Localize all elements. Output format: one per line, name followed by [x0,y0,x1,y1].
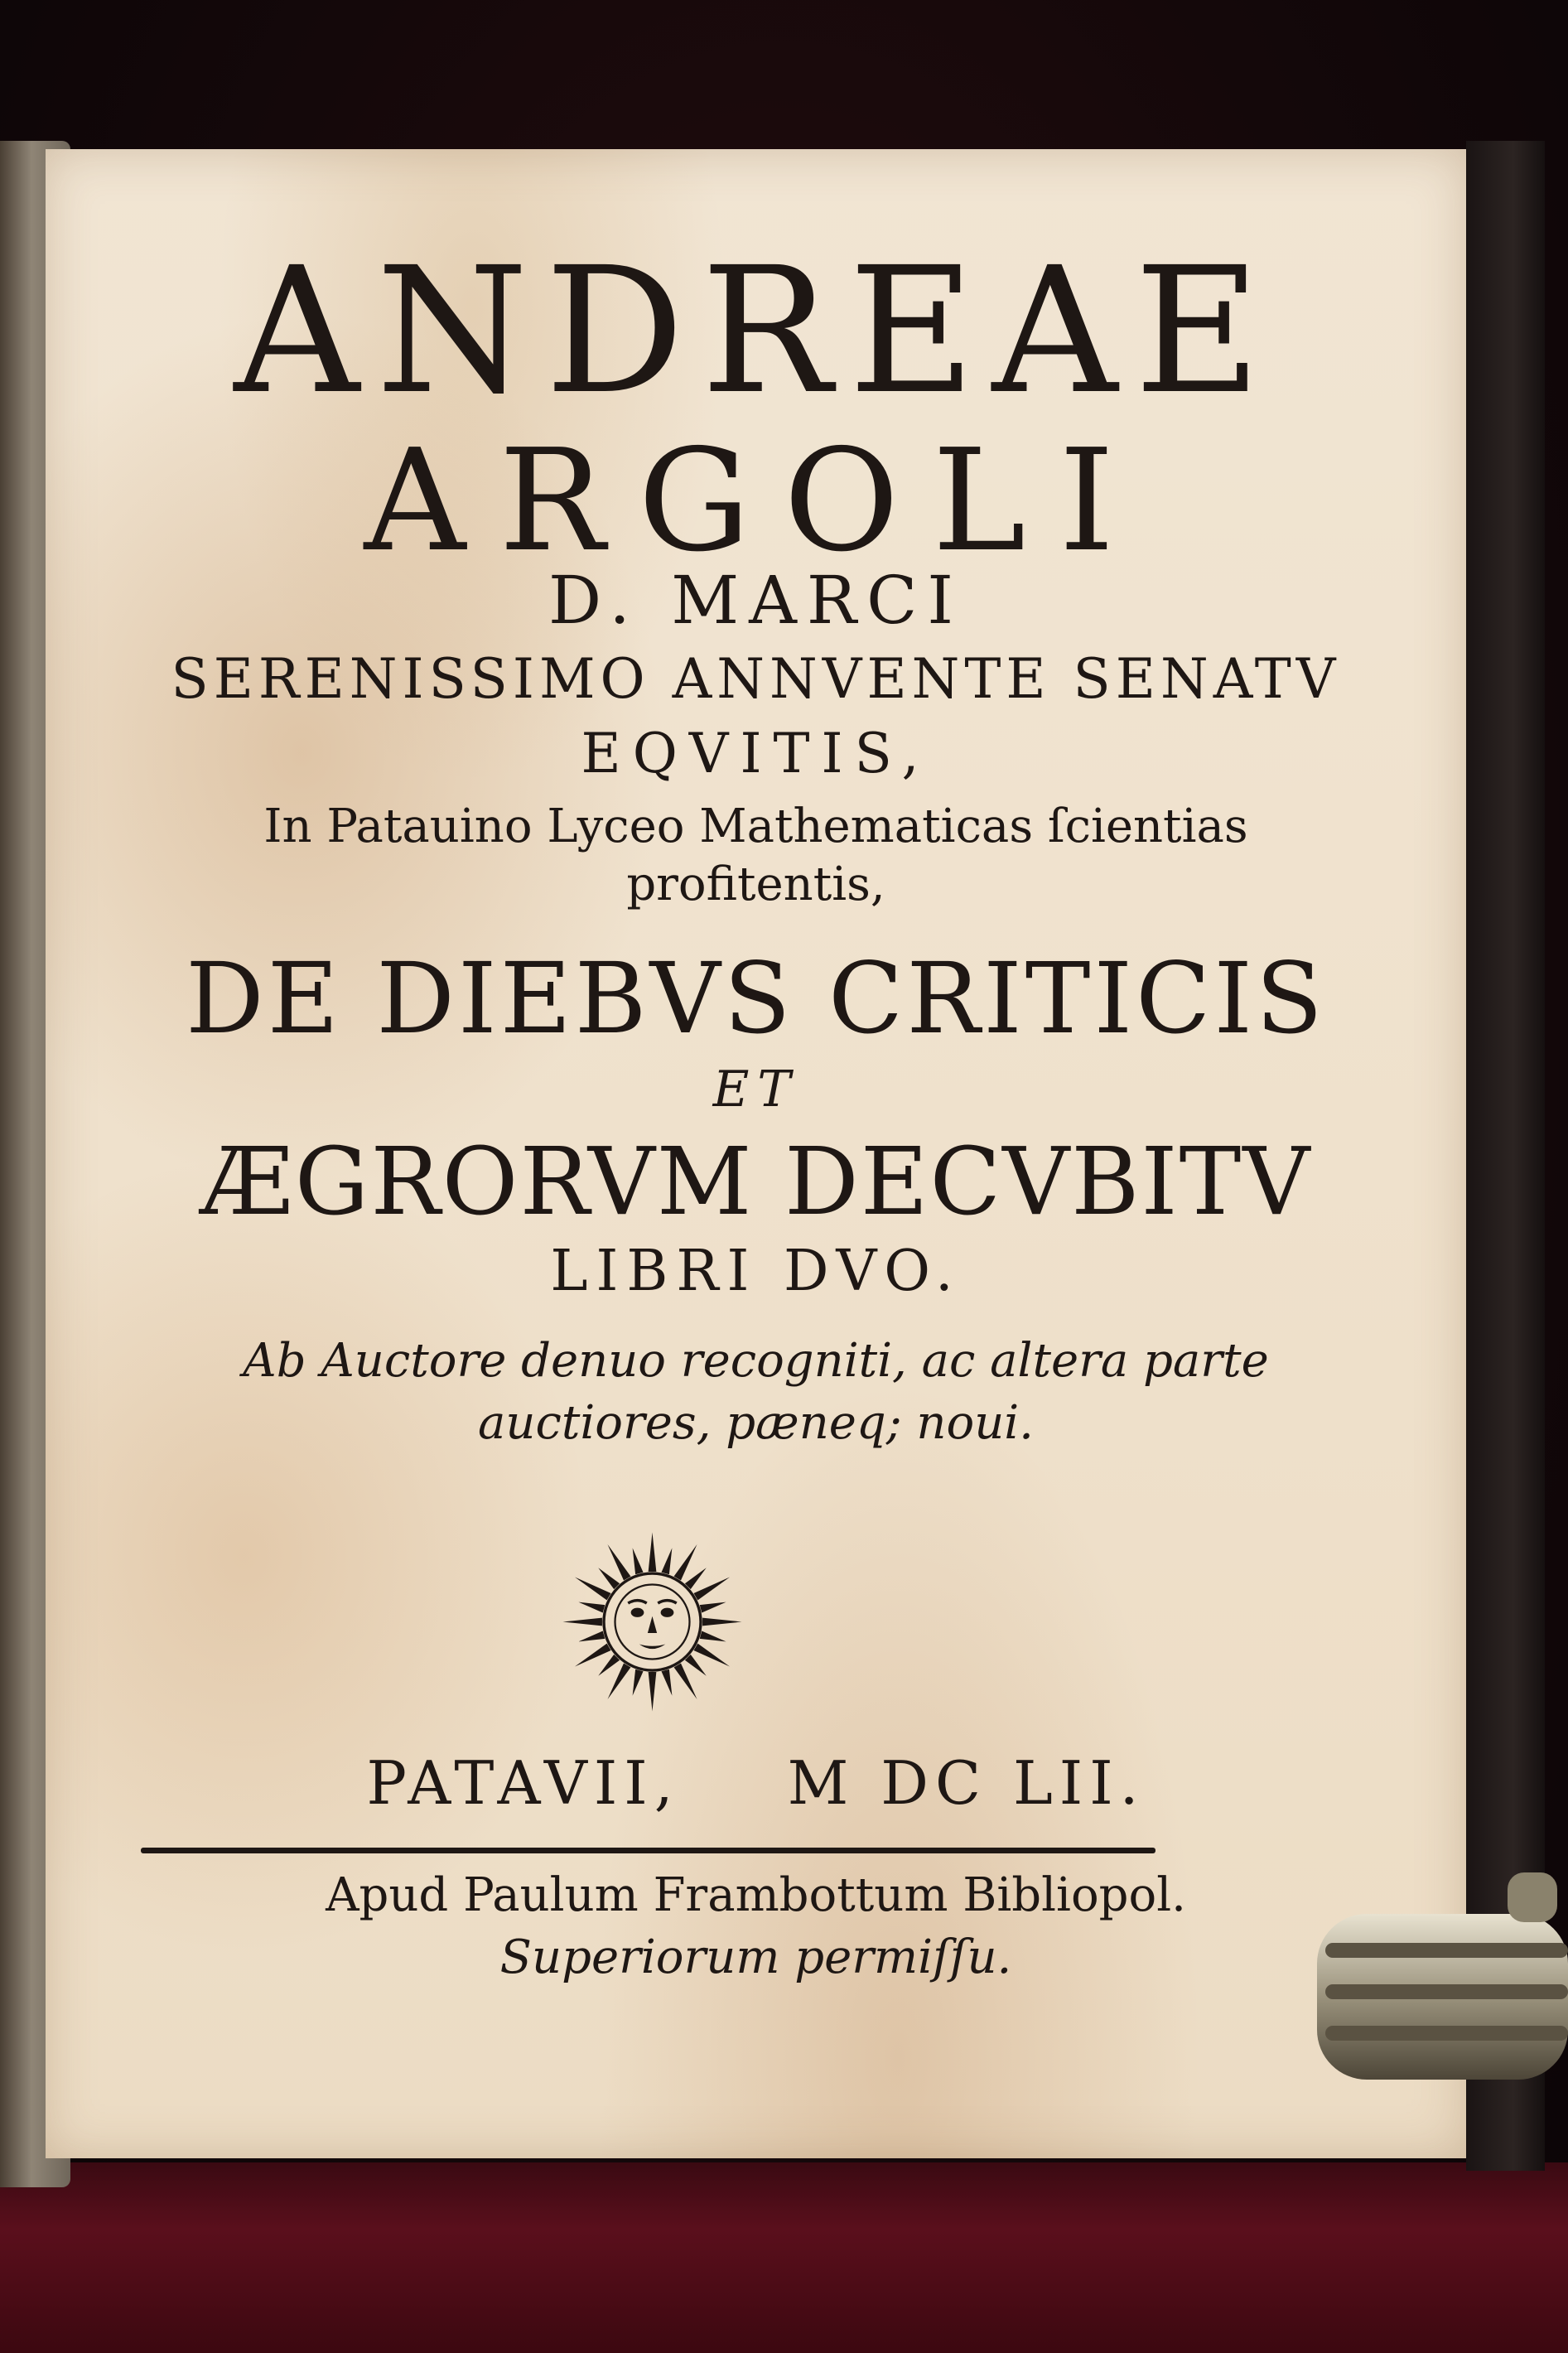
sun-ray [661,1548,672,1574]
title-line-senatu: SERENISSIMO ANNVENTE SENATV [171,647,1341,711]
title-line-marci: D. MARCI [548,562,963,639]
imprint-line [46,1748,1466,1818]
sun-ray [633,1669,644,1696]
imprint-year: M DC LII. [787,1748,1146,1818]
sun-face-icon [559,1529,745,1715]
book-title-second: ÆGRORVM DECVBITV [200,1128,1312,1236]
sun-ray [702,1618,741,1626]
printer-line: Apud Paulum Frambottum Bibliopol. [326,1868,1186,1922]
imprint-place: PATAVII, [366,1748,680,1818]
edition-note-line1: Ab Auctore denuo recogniti, ac altera parte [243,1334,1269,1388]
book-title-et: ET [712,1061,799,1119]
title-line-lyceo: In Patauino Lyceo Mathematicas ſcientias [263,800,1248,853]
imprint-rule [141,1848,1155,1853]
title-page [46,149,1466,2158]
metal-clasp-icon [1309,1864,1568,2138]
title-line-profitentis: profitentis, [626,858,885,911]
sun-ray [661,1669,672,1696]
sun-ray [700,1631,726,1641]
sun-ray [598,1568,620,1589]
sun-ray [575,1644,611,1667]
sun-ray [608,1664,631,1700]
sun-ray [578,1631,605,1641]
book-title-main: DE DIEBVS CRITICIS [186,941,1326,1056]
sun-ray [633,1548,644,1574]
sun-ray [700,1602,726,1613]
sun-ray [598,1655,620,1676]
book-title-libri: LIBRI DVO. [550,1239,962,1304]
edition-note-line2: auctiores, pæneq; noui. [478,1396,1034,1450]
sun-ray [608,1544,631,1581]
sun-ray [685,1568,707,1589]
velvet-cloth [0,2162,1568,2353]
sun-ray [563,1618,602,1626]
sun-ray [694,1578,731,1601]
title-line-equitis: EQVITIS, [581,722,931,785]
sun-ray [685,1655,707,1676]
sun-ray [649,1672,657,1711]
author-last-name: ARGOLI [364,419,1148,583]
sun-ray [575,1578,611,1601]
sun-ray [578,1602,605,1613]
sun-ray [694,1644,731,1667]
sun-ray [674,1544,697,1581]
sun-ray [649,1533,657,1572]
permission-line: Superiorum permiſſu. [499,1930,1012,1984]
author-first-name: ANDREAE [234,230,1278,432]
sun-ray [674,1664,697,1700]
